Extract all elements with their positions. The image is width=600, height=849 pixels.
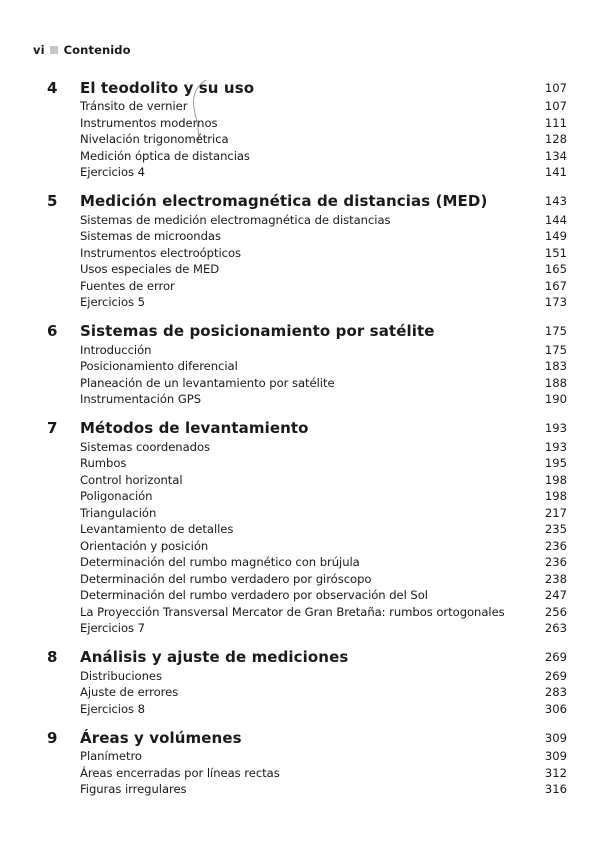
table-of-contents xyxy=(0,77,600,808)
section-page-number: 316 xyxy=(544,782,567,797)
chapter-title: Sistemas de posicionamiento por satélite xyxy=(80,322,435,340)
section-title: Áreas encerradas por líneas rectas xyxy=(80,765,280,780)
section-title: Determinación del rumbo magnético con brújula xyxy=(80,555,360,570)
chapter-5 xyxy=(0,191,600,311)
running-head xyxy=(33,43,131,57)
section-page-number: 306 xyxy=(544,701,567,716)
chapter-title: Medición electromagnética de distancias (MED) xyxy=(80,192,488,210)
chapter-6 xyxy=(0,321,600,408)
section-entry[interactable] xyxy=(0,684,600,701)
section-page-number: 183 xyxy=(544,359,567,374)
chapter-heading-row[interactable] xyxy=(0,418,600,439)
chapter-page-number: 309 xyxy=(544,730,567,745)
section-title: Figuras irregulares xyxy=(80,782,187,797)
section-title: Instrumentación GPS xyxy=(80,392,201,407)
section-title: Tránsito de vernier xyxy=(80,99,188,114)
section-page-number: 190 xyxy=(544,392,567,407)
section-title: Introducción xyxy=(80,342,152,357)
section-entry[interactable] xyxy=(0,748,600,765)
section-entry[interactable] xyxy=(0,261,600,278)
section-title: Sistemas de microondas xyxy=(80,229,221,244)
section-page-number: 165 xyxy=(544,262,567,277)
section-title: Medición óptica de distancias xyxy=(80,148,250,163)
section-title: Instrumentos electroópticos xyxy=(80,245,241,260)
section-page-number: 144 xyxy=(544,212,567,227)
section-entry[interactable] xyxy=(0,278,600,295)
chapter-title: El teodolito y su uso xyxy=(80,78,255,97)
section-title: Usos especiales de MED xyxy=(80,262,220,277)
section-title: Poligonación xyxy=(80,489,153,504)
chapter-title: Áreas y volúmenes xyxy=(80,728,242,747)
section-entry[interactable] xyxy=(0,294,600,311)
section-title: Ejercicios 7 xyxy=(80,621,145,636)
section-entry[interactable] xyxy=(0,455,600,472)
chapter-heading-row[interactable] xyxy=(0,647,600,668)
section-entry[interactable] xyxy=(0,488,600,505)
section-entry[interactable] xyxy=(0,212,600,229)
square-bullet-icon xyxy=(50,46,58,54)
section-entry[interactable] xyxy=(0,781,600,798)
section-page-number: 312 xyxy=(544,765,567,780)
section-entry[interactable] xyxy=(0,245,600,262)
section-entry[interactable] xyxy=(0,439,600,456)
section-page-number: 134 xyxy=(544,148,567,163)
section-page-number: 173 xyxy=(544,295,567,310)
section-page-number: 236 xyxy=(544,538,567,553)
section-entry[interactable] xyxy=(0,342,600,359)
section-page-number: 151 xyxy=(544,245,567,260)
section-title: Planeación de un levantamiento por satélite xyxy=(80,375,335,390)
running-head-title: Contenido xyxy=(63,43,131,57)
chapter-9 xyxy=(0,727,600,798)
chapter-number: 5 xyxy=(47,192,58,210)
section-page-number: 111 xyxy=(544,115,567,130)
section-title: Ejercicios 4 xyxy=(80,165,145,180)
section-title: Levantamiento de detalles xyxy=(80,522,234,537)
section-page-number: 309 xyxy=(544,749,567,764)
chapter-title: Métodos de levantamiento xyxy=(80,419,309,437)
section-title: Ejercicios 8 xyxy=(80,701,145,716)
chapter-number: 9 xyxy=(47,728,58,747)
chapter-page-number: 143 xyxy=(544,194,567,208)
section-entry[interactable] xyxy=(0,571,600,588)
section-entry[interactable] xyxy=(0,620,600,637)
section-page-number: 217 xyxy=(544,505,567,520)
section-page-number: 238 xyxy=(544,571,567,586)
chapter-page-number: 193 xyxy=(544,421,567,435)
section-entry[interactable] xyxy=(0,554,600,571)
section-page-number: 263 xyxy=(544,621,567,636)
section-entry[interactable] xyxy=(0,228,600,245)
section-page-number: 195 xyxy=(544,456,567,471)
section-page-number: 198 xyxy=(544,489,567,504)
section-title: Triangulación xyxy=(80,505,157,520)
chapter-title: Análisis y ajuste de mediciones xyxy=(80,648,349,666)
section-entry[interactable] xyxy=(0,765,600,782)
section-title: Ejercicios 5 xyxy=(80,295,145,310)
section-title: Determinación del rumbo verdadero por observación del Sol xyxy=(80,588,428,603)
section-page-number: 247 xyxy=(544,588,567,603)
section-page-number: 236 xyxy=(544,555,567,570)
section-page-number: 283 xyxy=(544,685,567,700)
section-page-number: 128 xyxy=(544,132,567,147)
chapter-heading-row[interactable] xyxy=(0,77,600,98)
section-page-number: 235 xyxy=(544,522,567,537)
section-title: Sistemas de medición electromagnética de distancias xyxy=(80,212,391,227)
section-page-number: 193 xyxy=(544,439,567,454)
section-title: Distribuciones xyxy=(80,668,162,683)
section-title: Planímetro xyxy=(80,749,142,764)
section-page-number: 269 xyxy=(544,668,567,683)
chapter-heading-row[interactable] xyxy=(0,191,600,212)
section-page-number: 198 xyxy=(544,472,567,487)
section-entry[interactable] xyxy=(0,98,600,115)
section-entry[interactable] xyxy=(0,148,600,165)
section-title: Rumbos xyxy=(80,456,127,471)
section-entry[interactable] xyxy=(0,701,600,718)
section-entry[interactable] xyxy=(0,115,600,132)
chapter-number: 4 xyxy=(47,78,58,97)
section-title: Posicionamiento diferencial xyxy=(80,359,238,374)
section-page-number: 256 xyxy=(544,604,567,619)
section-entry[interactable] xyxy=(0,375,600,392)
page-label: vi xyxy=(33,43,45,57)
section-entry[interactable] xyxy=(0,472,600,489)
section-title: Determinación del rumbo verdadero por giróscopo xyxy=(80,571,372,586)
section-title: Sistemas coordenados xyxy=(80,439,210,454)
chapter-page-number: 269 xyxy=(544,650,567,664)
section-title: Ajuste de errores xyxy=(80,685,179,700)
section-title: Fuentes de error xyxy=(80,278,175,293)
chapter-number: 8 xyxy=(47,648,58,666)
section-entry[interactable] xyxy=(0,587,600,604)
section-entry[interactable] xyxy=(0,538,600,555)
chapter-page-number: 107 xyxy=(544,80,567,95)
section-page-number: 107 xyxy=(544,99,567,114)
chapter-4 xyxy=(0,77,600,181)
section-page-number: 149 xyxy=(544,229,567,244)
section-title: Instrumentos modernos xyxy=(80,115,218,130)
section-entry[interactable] xyxy=(0,505,600,522)
section-entry[interactable] xyxy=(0,521,600,538)
section-title: Orientación y posición xyxy=(80,538,209,553)
section-page-number: 141 xyxy=(544,165,567,180)
section-title: Nivelación trigonométrica xyxy=(80,132,229,147)
chapter-8 xyxy=(0,647,600,718)
section-entry[interactable] xyxy=(0,391,600,408)
section-title: La Proyección Transversal Mercator de Gran Bretaña: rumbos ortogonales xyxy=(80,604,505,619)
chapter-heading-row[interactable] xyxy=(0,727,600,748)
chapter-page-number: 175 xyxy=(544,324,567,338)
section-entry[interactable] xyxy=(0,164,600,181)
section-title: Control horizontal xyxy=(80,472,183,487)
section-entry[interactable] xyxy=(0,604,600,621)
section-entry[interactable] xyxy=(0,131,600,148)
section-entry[interactable] xyxy=(0,668,600,685)
chapter-7 xyxy=(0,418,600,637)
chapter-number: 7 xyxy=(47,419,58,437)
section-page-number: 167 xyxy=(544,278,567,293)
section-page-number: 175 xyxy=(544,342,567,357)
chapter-heading-row[interactable] xyxy=(0,321,600,342)
section-page-number: 188 xyxy=(544,375,567,390)
chapter-number: 6 xyxy=(47,322,58,340)
section-entry[interactable] xyxy=(0,358,600,375)
